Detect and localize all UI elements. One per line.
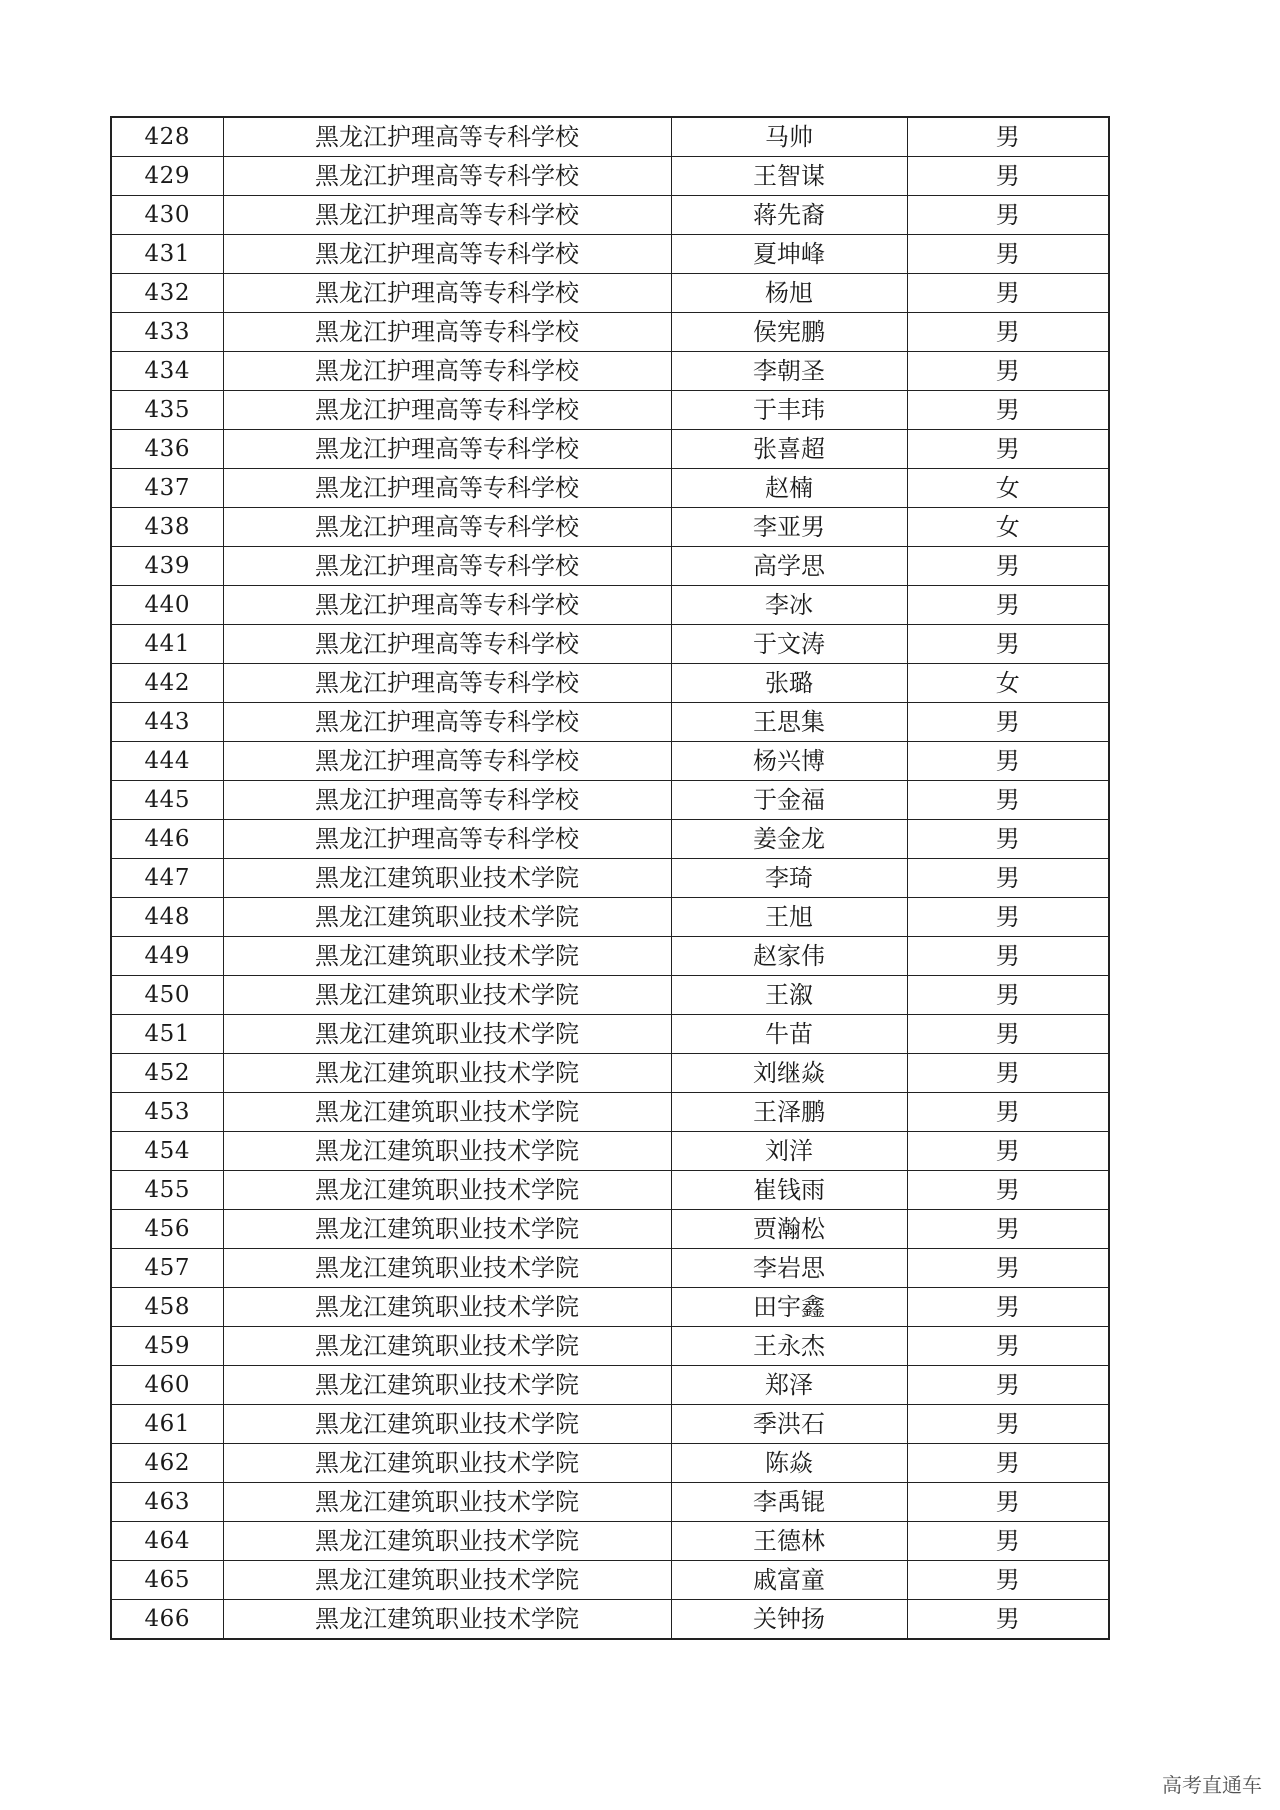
school-name: 黑龙江建筑职业技术学院 [223,1054,671,1093]
table-row [111,274,1109,313]
student-gender: 男 [907,391,1109,430]
student-gender: 男 [907,1054,1109,1093]
school-name: 黑龙江建筑职业技术学院 [223,1249,671,1288]
school-name: 黑龙江建筑职业技术学院 [223,1483,671,1522]
row-number: 463 [111,1483,223,1522]
student-name: 于金福 [671,781,907,820]
student-gender: 男 [907,352,1109,391]
student-name: 杨旭 [671,274,907,313]
school-name: 黑龙江护理高等专科学校 [223,625,671,664]
student-name: 王旭 [671,898,907,937]
table-row [111,1210,1109,1249]
school-name: 黑龙江建筑职业技术学院 [223,1366,671,1405]
row-number: 460 [111,1366,223,1405]
student-name: 夏坤峰 [671,235,907,274]
school-name: 黑龙江建筑职业技术学院 [223,898,671,937]
student-name: 姜金龙 [671,820,907,859]
school-name: 黑龙江护理高等专科学校 [223,703,671,742]
watermark-text: 高考直通车 [1162,1773,1262,1797]
table-row [111,1561,1109,1600]
student-name: 赵楠 [671,469,907,508]
row-number: 450 [111,976,223,1015]
student-name: 王永杰 [671,1327,907,1366]
student-gender: 男 [907,313,1109,352]
student-gender: 女 [907,664,1109,703]
school-name: 黑龙江建筑职业技术学院 [223,859,671,898]
student-name: 王泽鹏 [671,1093,907,1132]
student-name: 刘洋 [671,1132,907,1171]
student-name: 关钟扬 [671,1600,907,1640]
school-name: 黑龙江建筑职业技术学院 [223,1093,671,1132]
roster-table [110,116,1110,1640]
school-name: 黑龙江建筑职业技术学院 [223,1561,671,1600]
table-row [111,157,1109,196]
student-gender: 男 [907,1249,1109,1288]
row-number: 453 [111,1093,223,1132]
row-number: 458 [111,1288,223,1327]
row-number: 444 [111,742,223,781]
student-gender: 男 [907,1327,1109,1366]
school-name: 黑龙江护理高等专科学校 [223,274,671,313]
student-name: 田宇鑫 [671,1288,907,1327]
student-gender: 男 [907,1132,1109,1171]
table-row [111,196,1109,235]
student-name: 杨兴博 [671,742,907,781]
row-number: 439 [111,547,223,586]
school-name: 黑龙江护理高等专科学校 [223,469,671,508]
table-row [111,1093,1109,1132]
student-gender: 女 [907,508,1109,547]
row-number: 445 [111,781,223,820]
school-name: 黑龙江护理高等专科学校 [223,391,671,430]
student-name: 李岩思 [671,1249,907,1288]
table-row [111,1327,1109,1366]
student-name: 王溆 [671,976,907,1015]
table-row [111,1132,1109,1171]
table-row [111,820,1109,859]
row-number: 436 [111,430,223,469]
student-gender: 男 [907,1522,1109,1561]
table-row [111,313,1109,352]
table-row [111,117,1109,157]
school-name: 黑龙江护理高等专科学校 [223,547,671,586]
school-name: 黑龙江护理高等专科学校 [223,117,671,157]
student-gender: 男 [907,820,1109,859]
roster-table-body [111,117,1109,1639]
table-row [111,352,1109,391]
row-number: 457 [111,1249,223,1288]
student-gender: 男 [907,1561,1109,1600]
row-number: 464 [111,1522,223,1561]
table-row [111,430,1109,469]
table-row [111,898,1109,937]
school-name: 黑龙江建筑职业技术学院 [223,1600,671,1640]
school-name: 黑龙江护理高等专科学校 [223,664,671,703]
student-gender: 男 [907,937,1109,976]
student-gender: 男 [907,196,1109,235]
student-name: 侯宪鹏 [671,313,907,352]
student-name: 贾瀚松 [671,1210,907,1249]
table-row [111,781,1109,820]
row-number: 442 [111,664,223,703]
table-row [111,976,1109,1015]
row-number: 446 [111,820,223,859]
student-gender: 男 [907,430,1109,469]
school-name: 黑龙江建筑职业技术学院 [223,1132,671,1171]
row-number: 465 [111,1561,223,1600]
row-number: 430 [111,196,223,235]
student-gender: 男 [907,586,1109,625]
table-row [111,586,1109,625]
student-gender: 男 [907,1288,1109,1327]
row-number: 447 [111,859,223,898]
student-gender: 男 [907,157,1109,196]
student-gender: 男 [907,1015,1109,1054]
school-name: 黑龙江护理高等专科学校 [223,430,671,469]
school-name: 黑龙江护理高等专科学校 [223,235,671,274]
row-number: 432 [111,274,223,313]
school-name: 黑龙江护理高等专科学校 [223,352,671,391]
student-gender: 男 [907,898,1109,937]
student-gender: 男 [907,703,1109,742]
table-row [111,1444,1109,1483]
student-name: 蒋先裔 [671,196,907,235]
row-number: 455 [111,1171,223,1210]
student-gender: 男 [907,1444,1109,1483]
table-row [111,1600,1109,1640]
row-number: 451 [111,1015,223,1054]
table-row [111,469,1109,508]
student-gender: 男 [907,1093,1109,1132]
row-number: 428 [111,117,223,157]
school-name: 黑龙江建筑职业技术学院 [223,1015,671,1054]
student-name: 李亚男 [671,508,907,547]
table-row [111,625,1109,664]
school-name: 黑龙江护理高等专科学校 [223,196,671,235]
row-number: 459 [111,1327,223,1366]
row-number: 431 [111,235,223,274]
student-name: 季洪石 [671,1405,907,1444]
table-row [111,703,1109,742]
school-name: 黑龙江护理高等专科学校 [223,157,671,196]
table-row [111,742,1109,781]
school-name: 黑龙江护理高等专科学校 [223,508,671,547]
table-row [111,235,1109,274]
row-number: 452 [111,1054,223,1093]
table-row [111,1171,1109,1210]
student-name: 于文涛 [671,625,907,664]
school-name: 黑龙江建筑职业技术学院 [223,1444,671,1483]
student-gender: 男 [907,1171,1109,1210]
school-name: 黑龙江护理高等专科学校 [223,313,671,352]
student-gender: 男 [907,274,1109,313]
table-row [111,391,1109,430]
row-number: 437 [111,469,223,508]
student-name: 王思集 [671,703,907,742]
student-name: 马帅 [671,117,907,157]
row-number: 434 [111,352,223,391]
table-row [111,547,1109,586]
row-number: 449 [111,937,223,976]
row-number: 448 [111,898,223,937]
student-gender: 男 [907,235,1109,274]
row-number: 443 [111,703,223,742]
school-name: 黑龙江护理高等专科学校 [223,820,671,859]
student-name: 张璐 [671,664,907,703]
row-number: 454 [111,1132,223,1171]
student-gender: 男 [907,1600,1109,1640]
school-name: 黑龙江建筑职业技术学院 [223,1171,671,1210]
row-number: 461 [111,1405,223,1444]
student-name: 李琦 [671,859,907,898]
row-number: 462 [111,1444,223,1483]
table-row [111,1015,1109,1054]
school-name: 黑龙江建筑职业技术学院 [223,976,671,1015]
student-name: 赵家伟 [671,937,907,976]
student-gender: 男 [907,547,1109,586]
table-row [111,1054,1109,1093]
student-name: 戚富童 [671,1561,907,1600]
table-row [111,1405,1109,1444]
table-row [111,859,1109,898]
student-gender: 男 [907,742,1109,781]
school-name: 黑龙江建筑职业技术学院 [223,1405,671,1444]
table-row [111,1483,1109,1522]
row-number: 433 [111,313,223,352]
row-number: 441 [111,625,223,664]
student-gender: 男 [907,117,1109,157]
student-name: 刘继焱 [671,1054,907,1093]
row-number: 456 [111,1210,223,1249]
student-gender: 男 [907,625,1109,664]
student-gender: 女 [907,469,1109,508]
row-number: 438 [111,508,223,547]
table-row [111,937,1109,976]
table-row [111,1366,1109,1405]
school-name: 黑龙江建筑职业技术学院 [223,937,671,976]
school-name: 黑龙江建筑职业技术学院 [223,1522,671,1561]
table-row [111,1249,1109,1288]
school-name: 黑龙江建筑职业技术学院 [223,1210,671,1249]
student-name: 崔钱雨 [671,1171,907,1210]
student-name: 陈焱 [671,1444,907,1483]
student-gender: 男 [907,976,1109,1015]
student-name: 高学思 [671,547,907,586]
table-row [111,1288,1109,1327]
student-gender: 男 [907,1483,1109,1522]
row-number: 435 [111,391,223,430]
school-name: 黑龙江护理高等专科学校 [223,781,671,820]
student-name: 于丰玮 [671,391,907,430]
student-name: 李冰 [671,586,907,625]
student-name: 王智谋 [671,157,907,196]
table-row [111,1522,1109,1561]
student-name: 郑泽 [671,1366,907,1405]
row-number: 466 [111,1600,223,1640]
student-name: 张喜超 [671,430,907,469]
school-name: 黑龙江建筑职业技术学院 [223,1288,671,1327]
student-name: 牛苗 [671,1015,907,1054]
student-gender: 男 [907,1366,1109,1405]
school-name: 黑龙江护理高等专科学校 [223,742,671,781]
student-gender: 男 [907,781,1109,820]
row-number: 429 [111,157,223,196]
student-name: 李禹锟 [671,1483,907,1522]
student-gender: 男 [907,1210,1109,1249]
student-name: 王德林 [671,1522,907,1561]
table-row [111,508,1109,547]
school-name: 黑龙江护理高等专科学校 [223,586,671,625]
student-gender: 男 [907,1405,1109,1444]
student-name: 李朝圣 [671,352,907,391]
table-row [111,664,1109,703]
student-gender: 男 [907,859,1109,898]
row-number: 440 [111,586,223,625]
school-name: 黑龙江建筑职业技术学院 [223,1327,671,1366]
